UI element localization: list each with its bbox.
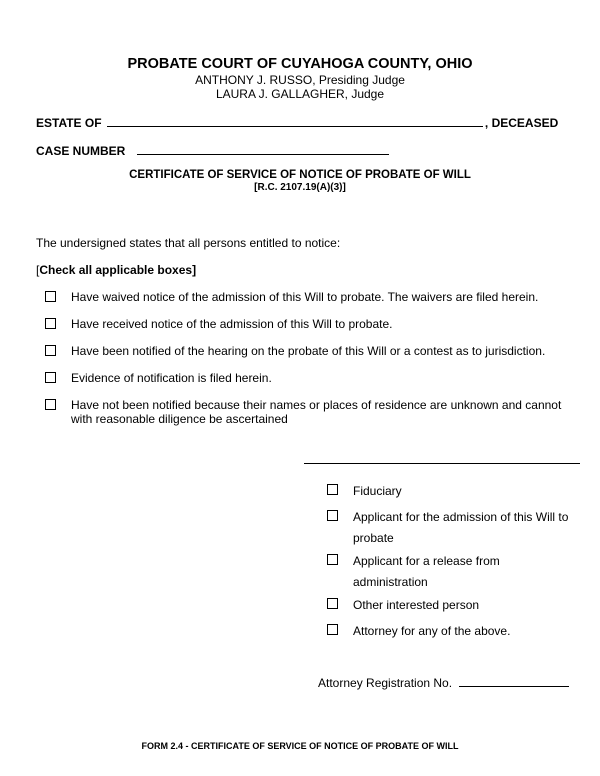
role-fiduciary: Fiduciary [353, 484, 402, 498]
signature-line[interactable] [304, 463, 580, 464]
estate-label: ESTATE OF [36, 116, 102, 130]
role-applicant-release: Applicant for a release from administration [353, 554, 500, 589]
option-notified: Have been notified of the hearing on the probate of this Will or a contest as to jurisdiction. [71, 344, 546, 358]
form-footer: FORM 2.4 - CERTIFICATE OF SERVICE OF NOTICE OF PROBATE OF WILL [141, 741, 459, 751]
statute-reference: [R.C. 2107.19(A)(3)] [254, 182, 346, 193]
role-checkbox-other[interactable] [327, 598, 338, 609]
attorney-registration-label: Attorney Registration No. [318, 676, 453, 690]
estate-row [36, 114, 560, 130]
check-all-label: Check all applicable boxes] [39, 263, 197, 277]
role-attorney: Attorney for any of the above. [353, 624, 511, 638]
court-name: PROBATE COURT OF CUYAHOGA COUNTY, OHIO [127, 56, 473, 72]
attorney-registration-field[interactable] [459, 674, 569, 687]
bracket-open: [ [36, 263, 40, 277]
deceased-label: , DECEASED [484, 116, 559, 130]
check-all-instruction [36, 263, 196, 277]
role-applicant-admission: Applicant for the admission of this Will to probate [353, 510, 569, 545]
option-received: Have received notice of the admission of this Will to probate. [71, 317, 393, 331]
role-other-interested: Other interested person [353, 598, 480, 612]
role-checkbox-applicant-admission[interactable] [327, 510, 338, 521]
case-number-field[interactable] [137, 142, 389, 155]
option-not-notified: Have not been notified because their names or places of residence are unknown and cannot with reasonable diligence be ascertained [71, 398, 562, 426]
option-checkbox-received[interactable] [45, 318, 56, 329]
judge: LAURA J. GALLAGHER, Judge [215, 87, 385, 101]
certificate-title: CERTIFICATE OF SERVICE OF NOTICE OF PROBATE OF WILL [129, 169, 471, 181]
attorney-registration-row [318, 674, 569, 690]
role-checkbox-applicant-release[interactable] [327, 554, 338, 565]
estate-name-field[interactable] [107, 114, 483, 127]
option-waived: Have waived notice of the admission of this Will to probate. The waivers are filed herein. [71, 290, 539, 304]
presiding-judge: ANTHONY J. RUSSO, Presiding Judge [195, 73, 405, 87]
option-checkbox-not-notified[interactable] [45, 399, 56, 410]
intro-statement: The undersigned states that all persons entitled to notice: [36, 236, 341, 250]
case-number-row [36, 142, 389, 158]
role-checkbox-attorney[interactable] [327, 624, 338, 635]
option-checkbox-notified[interactable] [45, 345, 56, 356]
option-checkbox-evidence[interactable] [45, 372, 56, 383]
case-number-label: CASE NUMBER [36, 144, 126, 158]
option-evidence: Evidence of notification is filed herein. [71, 371, 272, 385]
role-checkbox-fiduciary[interactable] [327, 484, 338, 495]
option-checkbox-waived[interactable] [45, 291, 56, 302]
